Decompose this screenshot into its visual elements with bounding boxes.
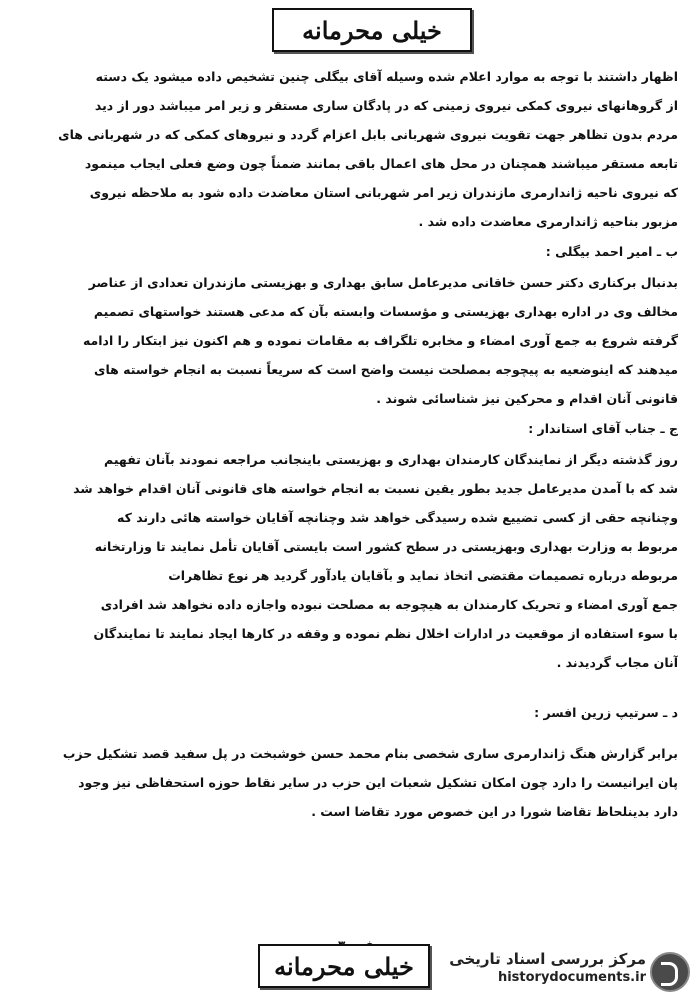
section-b-paragraph — [18, 268, 678, 413]
text-line: آنان مجاب گردیدند . — [556, 655, 678, 670]
text-line: با سوء استفاده از موقعیت در ادارات اخلال نظم نموده و وقفه در کارها ایجاد نمایند تا نمایندگان — [93, 626, 678, 641]
text-line: وچنانچه حقی از کسی تضییع شده رسیدگی خواهد شد وچنانچه آقایان خواسته هائی دارند که — [117, 510, 678, 525]
text-line: پان ایرانیست را دارد چون امکان تشکیل شعبات این حزب در سایر نقاط حوزه استحفاظی نیز وجود — [78, 775, 678, 790]
document-body — [18, 62, 678, 826]
text-line: گرفته شروع به جمع آوری امضاء و مخابره تلگراف به مقامات نموده و هم اکنون نیز ابتکار را ادامه — [82, 333, 678, 348]
text-line: میدهند که اینوضعیه به پیچوجه بمصلحت نیست واضح است که سریعاً نسبت به انجام خواسته های — [93, 362, 678, 377]
watermark-logo — [426, 950, 696, 990]
text-line: اظهار داشتند با توجه به موارد اعلام شده وسیله آقای بیگلی چنین تشخیص داده میشود یک دسته — [95, 69, 678, 84]
text-line: قانونی آنان اقدام و محرکین نیز شناسائی شوند . — [376, 391, 678, 406]
section-c-paragraph — [18, 445, 678, 677]
classification-stamp-top — [272, 8, 472, 52]
text-line: مردم بدون تظاهر جهت تقویت نیروی شهربانی بابل اعزام گردد و نیروهای کمکی که در شهربانی های — [58, 127, 678, 142]
text-line: شد که با آمدن مدیرعامل جدید بطور یقین نسبت به انجام خواسته های قانونی آنان اقدام خواهد شد — [73, 481, 678, 496]
section-d-paragraph — [18, 739, 678, 826]
text-line: بدنبال برکناری دکتر حسن خاقانی مدیرعامل سابق بهداری و بهزیستی مازندران تعدادی از عناصر — [88, 275, 678, 290]
text-line: مربوط به وزارت بهداری وبهزیستی در سطح کشور است بایستی آقایان تأمل نمایند تا وزارتخانه — [94, 539, 678, 554]
book-circle-icon — [650, 952, 690, 992]
text-line: دارد بدینلحاظ تقاضا شورا در این خصوص مورد تقاضا است . — [311, 804, 678, 819]
text-line: جمع آوری امضاء و تحریک کارمندان به هیچوجه به مصلحت نبوده واجازه داده نخواهد شد افرادی — [100, 597, 678, 612]
text-line: از گروهانهای نیروی کمکی نیروی زمینی که در پادگان ساری مستقر و زیر امر میباشد دور از دید — [94, 98, 678, 113]
section-d-heading: د ـ سرتیپ زرین افسر : — [534, 705, 678, 720]
text-line: که نیروی ناحیه ژاندارمری مازندران زیر امر شهربانی استان معاضدت داده شود به ملاحظه نیروی — [89, 185, 678, 200]
text-line: برابر گزارش هنگ ژاندارمری ساری شخصی بنام محمد حسن خوشبخت در پل سفید قصد تشکیل حزب — [62, 746, 678, 761]
text-line: روز گذشته دیگر از نمایندگان کارمندان بهداری و بهزیستی باینجانب مراجعه نمودند بآنان تفهیم — [104, 452, 678, 467]
text-line: تابعه مستقر میباشند همچنان در محل های اعمال باقی بمانند ضمناً چون وضع فعلی ایجاب مینمود — [84, 156, 678, 171]
watermark-url: historydocuments.ir — [497, 970, 646, 985]
text-line: مزبور بناحیه ژاندارمری معاضدت داده شد . — [418, 214, 678, 229]
classification-text: خیلی محرمانه — [302, 15, 442, 45]
classification-stamp-bottom — [258, 944, 430, 988]
text-line: مخالف وی در اداره بهداری بهزیستی و مؤسسات وابسته بآن که مدعی هستند خواستهای تصمیم — [93, 304, 678, 319]
intro-paragraph — [18, 62, 678, 236]
classification-text: خیلی محرمانه — [274, 951, 414, 981]
section-b-heading: ب ـ امیر احمد بیگلی : — [545, 244, 678, 259]
text-line: مربوطه درباره تصمیمات مقتضی اتخاذ نماید و بآقایان یادآور گردید هر نوع تظاهرات — [168, 568, 678, 583]
watermark-name: مرکز بررسی اسناد تاریخی — [449, 950, 646, 968]
section-c-heading: ج ـ جناب آقای استاندار : — [528, 421, 678, 436]
